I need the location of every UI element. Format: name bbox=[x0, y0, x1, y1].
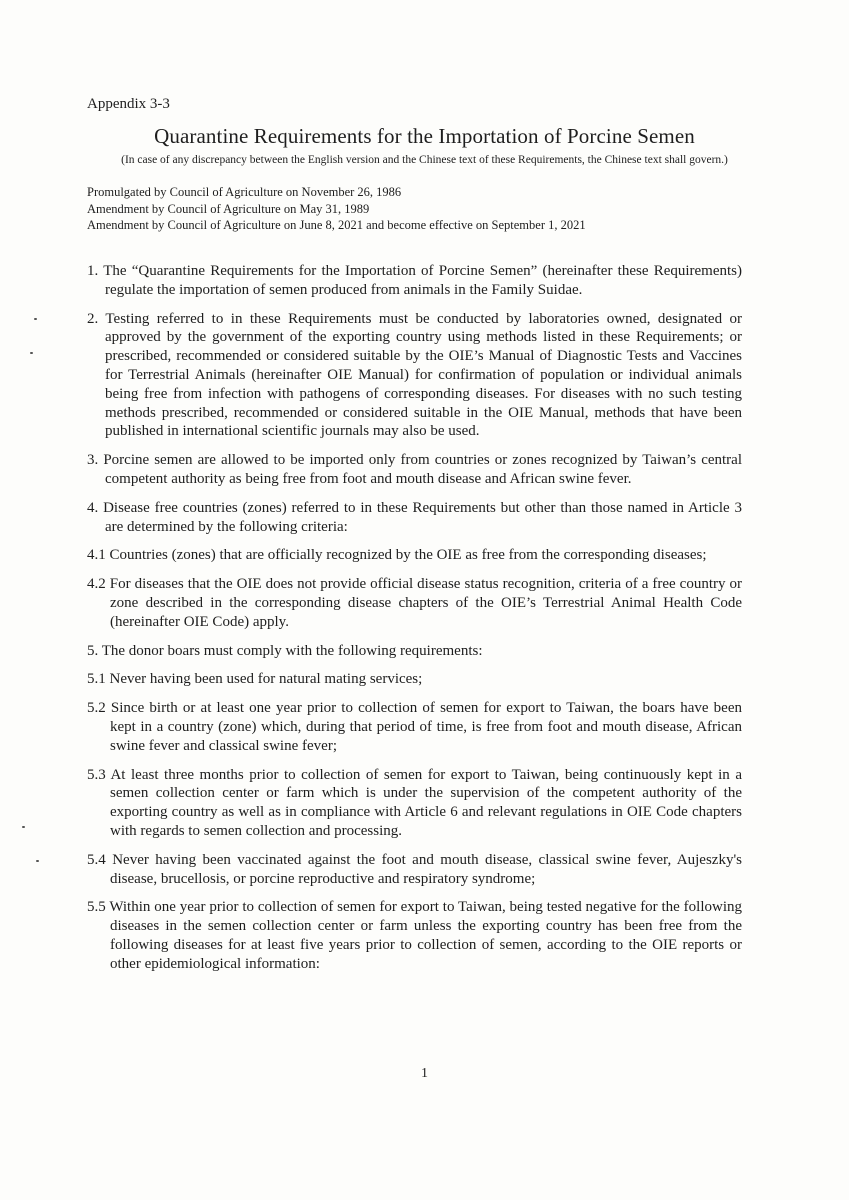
requirements-list bbox=[87, 262, 742, 984]
page-number: 1 bbox=[421, 1066, 428, 1081]
scan-speck bbox=[36, 860, 39, 862]
item-number: 4.1 bbox=[87, 547, 106, 564]
item-text: Never having been used for natural mating services; bbox=[109, 671, 423, 688]
requirement-subitem bbox=[87, 898, 742, 973]
item-text: Testing referred to in these Requirements must be conducted by laboratories owned, designated or approved by the government of the exporting country using methods listed in these Requirements; or prescribed, recommended or considered suitable by the OIE’s Manual of Diagnostic Tests and Vaccines for Terrestrial Animals (hereinafter OIE Manual) for confirmation of population or individual animals being free from infection with pathogens of corresponding diseases. For diseases with no such testing methods prescribed, recommended or considered suitable in the OIE Manual, methods that have been published in international scientific journals may also be used. bbox=[105, 310, 743, 440]
requirement-subitem bbox=[87, 546, 742, 565]
scan-speck bbox=[30, 352, 33, 354]
item-text: Porcine semen are allowed to be imported only from countries or zones recognized by Taiwan’s central competent authority as being free from foot and mouth disease and African swine fever. bbox=[103, 452, 742, 487]
item-number: 5. bbox=[87, 642, 99, 659]
requirement-subitem bbox=[87, 766, 742, 841]
document-title: Quarantine Requirements for the Importation of Porcine Semen bbox=[154, 124, 695, 148]
requirement-item bbox=[87, 642, 742, 661]
item-number: 5.1 bbox=[87, 671, 106, 688]
language-disclaimer: (In case of any discrepancy between the English version and the Chinese text of these Requirements, the Chinese text shall govern.) bbox=[121, 154, 728, 166]
scan-speck bbox=[34, 318, 37, 320]
requirement-subitem bbox=[87, 575, 742, 631]
history-line: Promulgated by Council of Agriculture on November 26, 1986 bbox=[87, 185, 402, 199]
requirement-item bbox=[87, 262, 742, 300]
requirement-item bbox=[87, 499, 742, 537]
item-text: At least three months prior to collection of semen for export to Taiwan, being continuously kept in a semen collection center or farm which is under the supervision of the competent authority of the exporting country as well as in compliance with Article 6 and relevant regulations in OIE Code chapters with regards to semen collection and processing. bbox=[110, 766, 742, 839]
history-line: Amendment by Council of Agriculture on June 8, 2021 and become effective on September 1, 2021 bbox=[87, 218, 586, 232]
appendix-label: Appendix 3-3 bbox=[87, 96, 170, 112]
requirement-subitem bbox=[87, 670, 742, 689]
item-text: Countries (zones) that are officially recognized by the OIE as free from the corresponding diseases; bbox=[109, 547, 707, 564]
item-number: 3. bbox=[87, 452, 99, 469]
amendment-history bbox=[87, 184, 586, 234]
item-number: 1. bbox=[87, 263, 99, 279]
scan-speck bbox=[22, 826, 25, 828]
item-number: 4.2 bbox=[87, 576, 106, 593]
requirement-item bbox=[87, 310, 742, 442]
item-text: Never having been vaccinated against the foot and mouth disease, classical swine fever, Aujeszky's disease, brucellosis, or porcine reproductive and respiratory syndrome; bbox=[110, 851, 742, 887]
item-number: 5.4 bbox=[87, 851, 106, 868]
item-number: 5.2 bbox=[87, 700, 106, 717]
requirement-subitem bbox=[87, 699, 742, 755]
item-number: 5.5 bbox=[87, 899, 106, 916]
item-text: For diseases that the OIE does not provide official disease status recognition, criteria of a free country or zone described in the corresponding disease chapters of the OIE’s Terrestrial Animal Health Code (hereinafter OIE Code) apply. bbox=[109, 576, 743, 630]
item-number: 4. bbox=[87, 499, 99, 516]
item-text: The “Quarantine Requirements for the Importation of Porcine Semen” (hereinafter these Requirements) regulate the importation of semen produced from animals in the Family Suidae. bbox=[103, 263, 742, 298]
requirement-item bbox=[87, 451, 742, 489]
item-text: Disease free countries (zones) referred to in these Requirements but other than those named in Article 3 are determined by the following criteria: bbox=[103, 499, 742, 535]
item-text: Within one year prior to collection of semen for export to Taiwan, being tested negative for the following diseases in the semen collection center or farm unless the exporting country has been free from the following diseases for at least five years prior to collection of semen, according to the OIE reports or other epidemiological information: bbox=[109, 899, 743, 972]
history-line: Amendment by Council of Agriculture on May 31, 1989 bbox=[87, 201, 370, 216]
item-text: The donor boars must comply with the following requirements: bbox=[101, 642, 483, 659]
item-text: Since birth or at least one year prior to collection of semen for export to Taiwan, the boars have been kept in a country (zone) which, during that period of time, is free from foot and mouth disease, African swine fever and classical swine fever; bbox=[110, 700, 742, 754]
requirement-subitem bbox=[87, 851, 742, 889]
item-number: 5.3 bbox=[87, 766, 106, 783]
item-number: 2. bbox=[87, 310, 99, 327]
